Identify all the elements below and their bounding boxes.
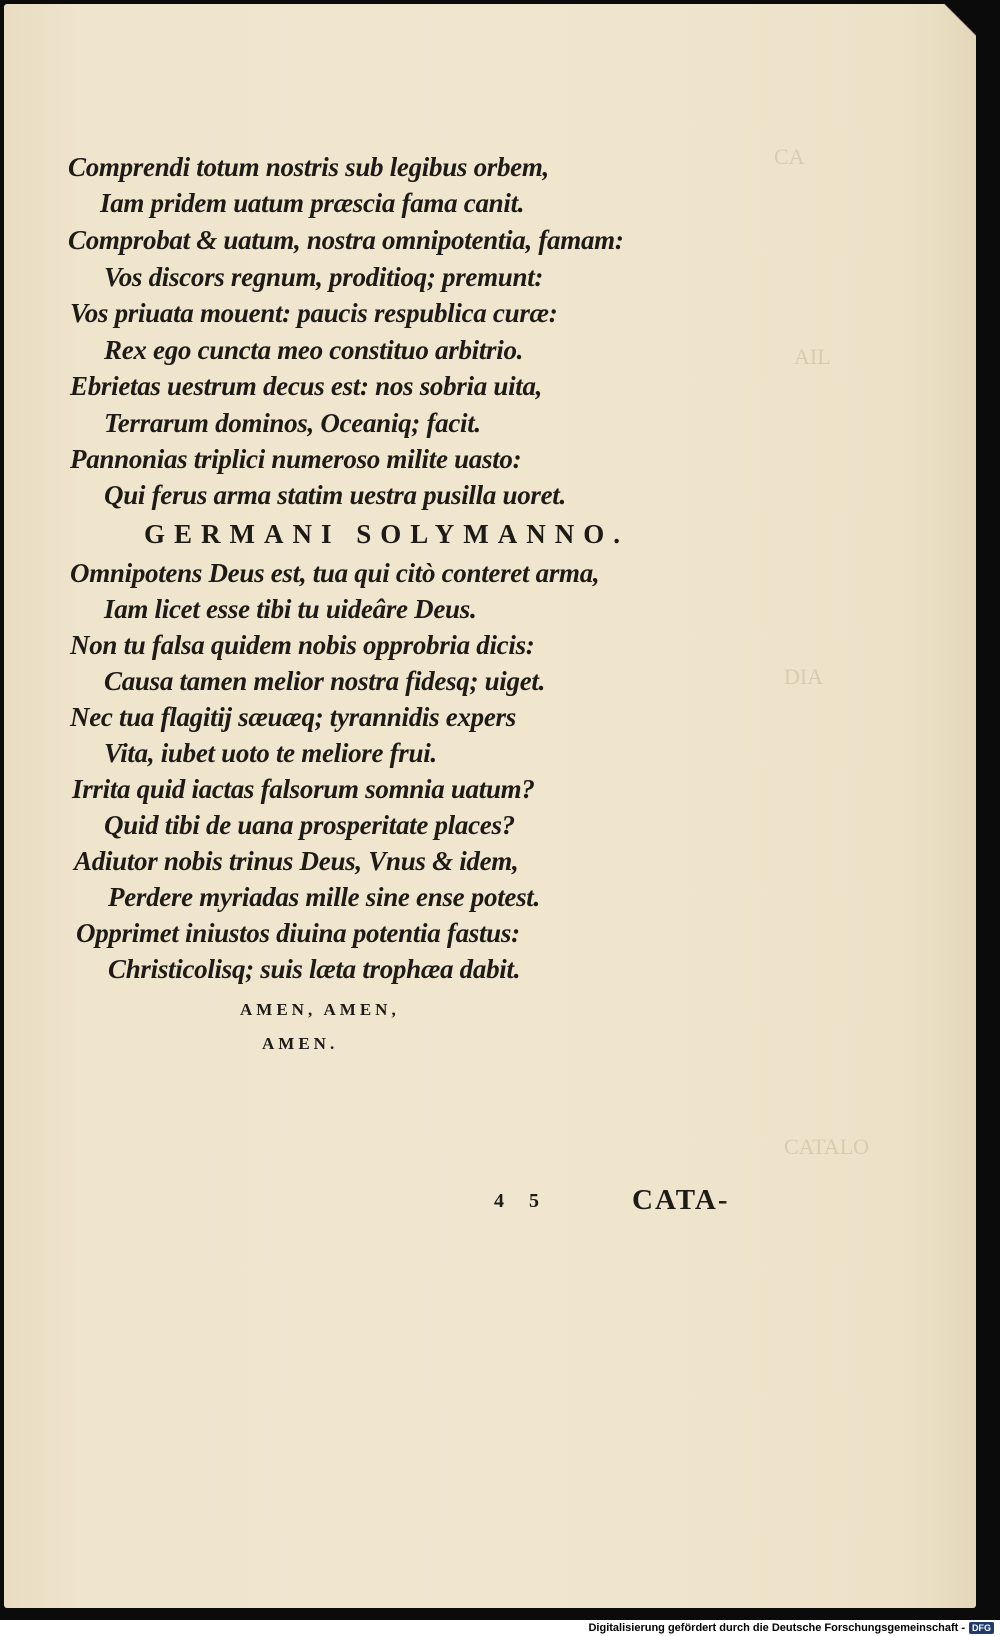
verse-line: Pannonias triplici numeroso milite uasto:	[70, 444, 522, 474]
verse-line: Christicolisq; suis læta trophæa dabit.	[108, 954, 521, 984]
verse-line: Vos discors regnum, proditioq; premunt:	[104, 262, 544, 292]
verse-line: Opprimet iniustos diuina potentia fastus:	[76, 918, 520, 948]
verse-line: Ebrietas uestrum decus est: nos sobria uita,	[70, 371, 543, 401]
section-heading: GERMANI SOLYMANNO.	[144, 519, 630, 549]
verse-line: Iam licet esse tibi tu uideâre Deus.	[104, 594, 477, 624]
verse-line: Irrita quid iactas falsorum somnia uatum?	[72, 774, 535, 804]
verse-line: Nec tua flagitij sæuæq; tyrannidis expers	[70, 702, 516, 732]
dfg-logo-icon: DFG	[969, 1622, 994, 1634]
footer-credit: Digitalisierung gefördert durch die Deutsche Forschungsgemeinschaft -	[588, 1622, 965, 1634]
verse-line: Quid tibi de uana prosperitate places?	[104, 810, 515, 840]
show-through: AIL	[794, 344, 831, 369]
show-through: CA	[774, 144, 805, 169]
verse-line: Terrarum dominos, Oceaniq; facit.	[104, 408, 481, 438]
signature-mark: 4 5	[494, 1190, 549, 1212]
book-page	[4, 4, 976, 1608]
verse-line: Non tu falsa quidem nobis opprobria dicis:	[70, 630, 535, 660]
amen-line: AMEN, AMEN,	[240, 1000, 400, 1019]
verse-line: Comprobat & uatum, nostra omnipotentia, famam:	[68, 225, 624, 255]
verse-line: Vos priuata mouent: paucis respublica curæ:	[70, 298, 558, 328]
verse-line: Rex ego cuncta meo constituo arbitrio.	[104, 335, 524, 365]
verse-line: Vita, iubet uoto te meliore frui.	[104, 738, 437, 768]
verse-line: Iam pridem uatum præscia fama canit.	[100, 188, 525, 218]
catchword: CATA-	[632, 1184, 730, 1216]
verse-line: Perdere myriadas mille sine ense potest.	[108, 882, 540, 912]
verse-line: Adiutor nobis trinus Deus, Vnus & idem,	[74, 846, 519, 876]
show-through: CATALO	[784, 1134, 870, 1159]
verse-line: Comprendi totum nostris sub legibus orbem,	[68, 152, 550, 182]
verse-line: Causa tamen melior nostra fidesq; uiget.	[104, 666, 546, 696]
verse-line: Omnipotens Deus est, tua qui citò conteret arma,	[70, 558, 600, 588]
show-through: DIA	[784, 664, 824, 689]
amen-line: AMEN.	[262, 1034, 339, 1053]
verse-line: Qui ferus arma statim uestra pusilla uoret.	[104, 480, 566, 510]
digitization-footer	[588, 1620, 994, 1636]
